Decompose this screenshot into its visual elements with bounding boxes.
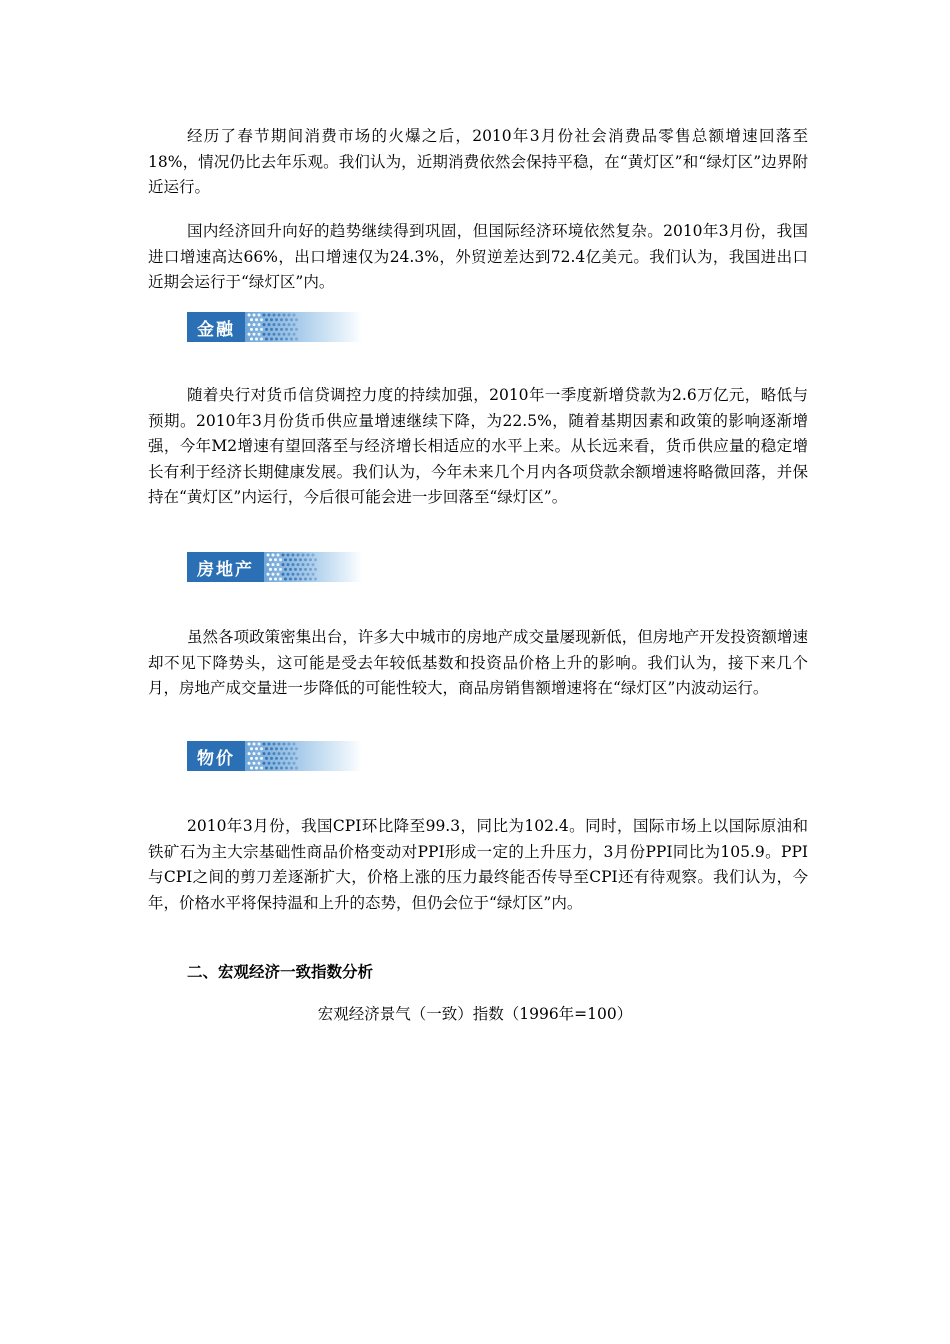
decorative-dot	[293, 762, 296, 765]
decorative-dot	[289, 568, 292, 571]
decorative-dot	[270, 338, 273, 341]
decorative-dot	[302, 573, 305, 576]
decorative-dot	[255, 318, 258, 321]
decorative-dot	[253, 323, 256, 326]
decorative-dot	[307, 563, 310, 566]
banner-dots-decoration	[245, 312, 362, 342]
decorative-dot	[304, 578, 307, 581]
decorative-dot	[293, 752, 296, 755]
decorative-dot	[250, 318, 253, 321]
decorative-dot	[304, 558, 307, 561]
decorative-dot	[280, 328, 283, 331]
decorative-dot	[293, 333, 296, 336]
decorative-dot	[265, 747, 268, 750]
decorative-dot	[309, 558, 312, 561]
decorative-dot	[267, 554, 270, 557]
decorative-dot	[294, 578, 297, 581]
decorative-dot	[277, 554, 280, 557]
decorative-dot	[258, 743, 261, 746]
decorative-dot	[248, 752, 251, 755]
decorative-dot	[283, 333, 286, 336]
decorative-dot	[267, 573, 270, 576]
decorative-dot	[285, 757, 288, 760]
decorative-dot	[268, 323, 271, 326]
decorative-dot	[307, 573, 310, 576]
decorative-dot	[275, 318, 278, 321]
decorative-dot	[270, 757, 273, 760]
decorative-dot	[284, 568, 287, 571]
decorative-dot	[248, 762, 251, 765]
decorative-dot	[260, 318, 263, 321]
decorative-dot	[258, 762, 261, 765]
decorative-dot	[258, 333, 261, 336]
decorative-dot	[260, 747, 263, 750]
decorative-dot	[290, 328, 293, 331]
decorative-dot	[275, 747, 278, 750]
decorative-dot	[295, 318, 298, 321]
decorative-dot	[265, 767, 268, 770]
decorative-dot	[280, 767, 283, 770]
decorative-dot	[312, 554, 315, 557]
decorative-dot	[272, 554, 275, 557]
decorative-dot	[299, 578, 302, 581]
decorative-dot	[285, 328, 288, 331]
decorative-dot	[277, 573, 280, 576]
decorative-dot	[289, 558, 292, 561]
section-heading: 二、宏观经济一致指数分析	[187, 963, 374, 981]
paragraph-finance: 随着央行对货币信贷调控力度的持续加强，2010年一季度新增贷款为2.6万亿元，略低与预期。2010年3月份货币供应量增速继续下降，为22.5%，随着基期因素和政策的影响逐渐增强，今年M2增速有望回落至与经济增长相适应的水平上来。从长远来看，货币供应量的稳定增长有利于经济长期健康发展。我们认为，今年未来几个月内各项贷款余额增速将略微回落，并保持在“黄灯区”内运行，今后很可能会进一步回落至“绿灯区”。	[148, 386, 808, 506]
decorative-dot	[283, 314, 286, 317]
decorative-dot	[299, 568, 302, 571]
decorative-dot	[279, 558, 282, 561]
decorative-dot	[270, 747, 273, 750]
decorative-dot	[280, 338, 283, 341]
paragraph-consumption: 经历了春节期间消费市场的火爆之后，2010年3月份社会消费品零售总额增速回落至18%，情况仍比去年乐观。我们认为，近期消费依然会保持平稳，在“黄灯区”和“绿灯区”边界附近运行。	[148, 127, 808, 196]
section-banner-prices	[187, 741, 362, 771]
decorative-dot	[295, 767, 298, 770]
decorative-dot	[283, 752, 286, 755]
decorative-dot	[260, 338, 263, 341]
decorative-dot	[268, 743, 271, 746]
decorative-dot	[268, 314, 271, 317]
decorative-dot	[274, 558, 277, 561]
decorative-dot	[263, 752, 266, 755]
decorative-dot	[278, 314, 281, 317]
decorative-dot	[288, 333, 291, 336]
decorative-dot	[250, 328, 253, 331]
decorative-dot	[255, 767, 258, 770]
decorative-dot	[260, 767, 263, 770]
decorative-dot	[273, 762, 276, 765]
decorative-dot	[253, 752, 256, 755]
decorative-dot	[273, 323, 276, 326]
decorative-dot	[297, 573, 300, 576]
decorative-dot	[287, 563, 290, 566]
decorative-dot	[290, 338, 293, 341]
decorative-dot	[248, 333, 251, 336]
decorative-dot	[302, 563, 305, 566]
decorative-dot	[253, 743, 256, 746]
dot-pattern-graphic	[264, 552, 374, 582]
decorative-dot	[269, 568, 272, 571]
decorative-dot	[277, 563, 280, 566]
decorative-dot	[248, 323, 251, 326]
decorative-dot	[293, 743, 296, 746]
decorative-dot	[253, 762, 256, 765]
dot-pattern-graphic	[245, 312, 355, 342]
decorative-dot	[255, 328, 258, 331]
decorative-dot	[263, 743, 266, 746]
decorative-dot	[283, 743, 286, 746]
decorative-dot	[280, 757, 283, 760]
decorative-dot	[288, 314, 291, 317]
decorative-dot	[314, 558, 317, 561]
decorative-dot	[250, 338, 253, 341]
decorative-dot	[258, 752, 261, 755]
decorative-dot	[275, 328, 278, 331]
decorative-dot	[278, 762, 281, 765]
decorative-dot	[288, 323, 291, 326]
decorative-dot	[283, 762, 286, 765]
decorative-dot	[250, 747, 253, 750]
decorative-dot	[273, 314, 276, 317]
paragraph-real-estate: 虽然各项政策密集出台，许多大中城市的房地产成交量屡现新低，但房地产开发投资额增速却不见下降势头，这可能是受去年较低基数和投资品价格上升的影响。我们认为，接下来几个月，房地产成交量进一步降低的可能性较大，商品房销售额增速将在“绿灯区”内波动运行。	[148, 628, 808, 697]
decorative-dot	[280, 747, 283, 750]
decorative-dot	[292, 554, 295, 557]
decorative-dot	[253, 333, 256, 336]
paragraph-trade: 国内经济回升向好的趋势继续得到巩固，但国际经济环境依然复杂。2010年3月份，我国进口增速高达66%，出口增速仅为24.3%，外贸逆差达到72.4亿美元。我们认为，我国进出口近期会运行于“绿灯区”内。	[148, 222, 808, 291]
decorative-dot	[312, 563, 315, 566]
section-banner-real-estate	[187, 552, 362, 582]
decorative-dot	[309, 578, 312, 581]
decorative-dot	[273, 752, 276, 755]
decorative-dot	[293, 323, 296, 326]
decorative-dot	[280, 318, 283, 321]
decorative-dot	[265, 328, 268, 331]
decorative-dot	[299, 558, 302, 561]
decorative-dot	[248, 314, 251, 317]
decorative-dot	[288, 752, 291, 755]
chart-caption: 宏观经济景气（一致）指数（1996年=100）	[317, 1005, 633, 1023]
decorative-dot	[260, 328, 263, 331]
decorative-dot	[275, 338, 278, 341]
decorative-dot	[285, 747, 288, 750]
decorative-dot	[267, 563, 270, 566]
decorative-dot	[268, 752, 271, 755]
decorative-dot	[290, 747, 293, 750]
decorative-dot	[279, 568, 282, 571]
decorative-dot	[292, 563, 295, 566]
decorative-dot	[293, 314, 296, 317]
decorative-dot	[258, 314, 261, 317]
decorative-dot	[282, 554, 285, 557]
decorative-dot	[263, 333, 266, 336]
decorative-dot	[278, 323, 281, 326]
decorative-dot	[288, 762, 291, 765]
decorative-dot	[283, 323, 286, 326]
decorative-dot	[273, 333, 276, 336]
decorative-dot	[295, 328, 298, 331]
decorative-dot	[292, 573, 295, 576]
decorative-dot	[270, 318, 273, 321]
decorative-dot	[265, 338, 268, 341]
decorative-dot	[295, 338, 298, 341]
decorative-dot	[290, 757, 293, 760]
decorative-dot	[288, 743, 291, 746]
decorative-dot	[285, 338, 288, 341]
section-banner-finance	[187, 312, 362, 342]
decorative-dot	[269, 578, 272, 581]
banner-label-finance: 金融	[187, 312, 245, 342]
decorative-dot	[272, 563, 275, 566]
decorative-dot	[312, 573, 315, 576]
decorative-dot	[263, 314, 266, 317]
decorative-dot	[304, 568, 307, 571]
decorative-dot	[294, 568, 297, 571]
decorative-dot	[294, 558, 297, 561]
decorative-dot	[282, 573, 285, 576]
paragraph-prices: 2010年3月份，我国CPI环比降至99.3，同比为102.4。同时，国际市场上以国际原油和铁矿石为主大宗基础性商品价格变动对PPI形成一定的上升压力，3月份PPI同比为105.9。PPI与CPI之间的剪刀差逐渐扩大，价格上涨的压力最终能否传导至CPI还有待观察。我们认为，今年，价格水平将保持温和上升的态势，但仍会位于“绿灯区”内。	[148, 817, 808, 912]
decorative-dot	[284, 578, 287, 581]
decorative-dot	[287, 554, 290, 557]
decorative-dot	[295, 747, 298, 750]
decorative-dot	[260, 757, 263, 760]
decorative-dot	[268, 762, 271, 765]
decorative-dot	[258, 323, 261, 326]
decorative-dot	[275, 757, 278, 760]
decorative-dot	[278, 333, 281, 336]
decorative-dot	[309, 568, 312, 571]
decorative-dot	[248, 743, 251, 746]
decorative-dot	[302, 554, 305, 557]
decorative-dot	[255, 757, 258, 760]
decorative-dot	[265, 318, 268, 321]
decorative-dot	[263, 762, 266, 765]
banner-label-real-estate: 房地产	[187, 552, 264, 582]
decorative-dot	[297, 563, 300, 566]
decorative-dot	[285, 318, 288, 321]
dot-pattern-graphic	[245, 741, 355, 771]
decorative-dot	[278, 743, 281, 746]
decorative-dot	[274, 578, 277, 581]
decorative-dot	[282, 563, 285, 566]
decorative-dot	[287, 573, 290, 576]
decorative-dot	[295, 757, 298, 760]
decorative-dot	[250, 767, 253, 770]
decorative-dot	[290, 318, 293, 321]
decorative-dot	[279, 578, 282, 581]
decorative-dot	[270, 767, 273, 770]
banner-dots-decoration	[245, 741, 362, 771]
decorative-dot	[269, 558, 272, 561]
decorative-dot	[314, 578, 317, 581]
decorative-dot	[265, 757, 268, 760]
decorative-dot	[274, 568, 277, 571]
decorative-dot	[255, 747, 258, 750]
decorative-dot	[307, 554, 310, 557]
decorative-dot	[268, 333, 271, 336]
decorative-dot	[255, 338, 258, 341]
decorative-dot	[270, 328, 273, 331]
decorative-dot	[253, 314, 256, 317]
decorative-dot	[275, 767, 278, 770]
decorative-dot	[272, 573, 275, 576]
decorative-dot	[297, 554, 300, 557]
decorative-dot	[314, 568, 317, 571]
decorative-dot	[263, 323, 266, 326]
decorative-dot	[289, 578, 292, 581]
decorative-dot	[290, 767, 293, 770]
decorative-dot	[273, 743, 276, 746]
banner-dots-decoration	[264, 552, 362, 582]
decorative-dot	[285, 767, 288, 770]
decorative-dot	[278, 752, 281, 755]
decorative-dot	[284, 558, 287, 561]
decorative-dot	[250, 757, 253, 760]
banner-label-prices: 物价	[187, 741, 245, 771]
